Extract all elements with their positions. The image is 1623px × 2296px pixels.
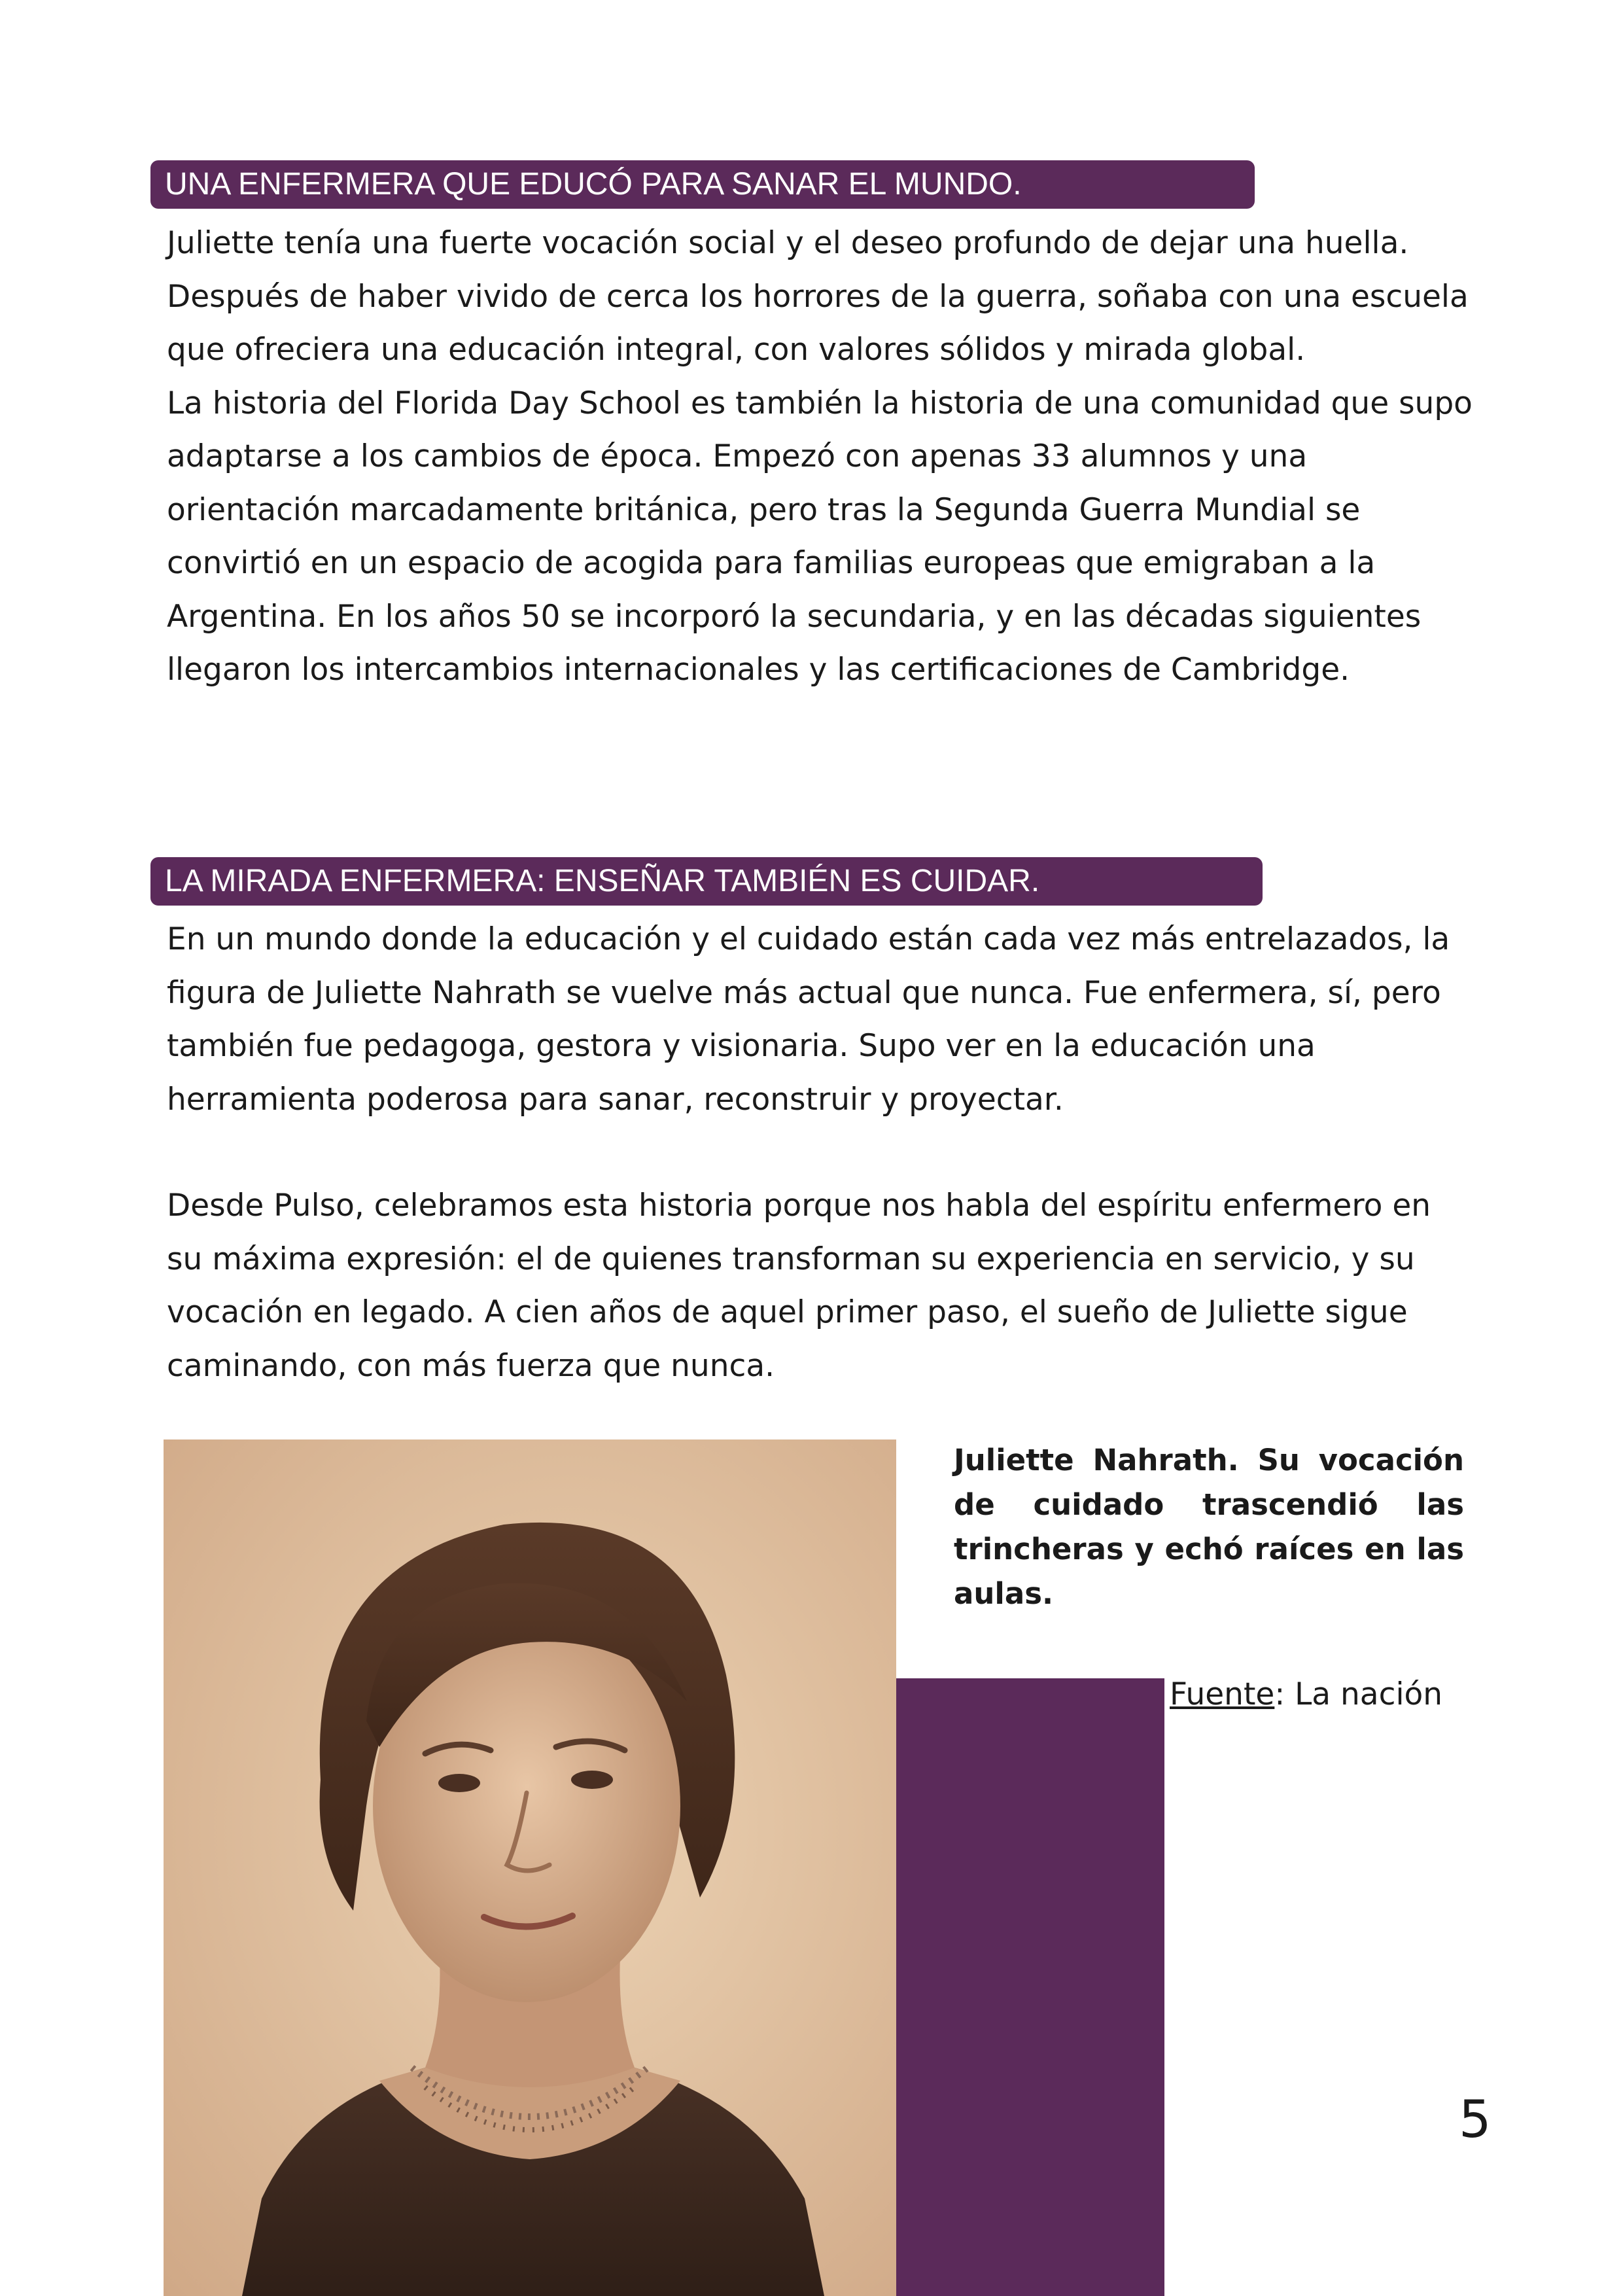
- source-label: Fuente: [1170, 1676, 1275, 1712]
- section-2-closing: [167, 1179, 1475, 1392]
- paragraph: En un mundo donde la educación y el cuidado están cada vez más entrelazados, la figura de Juliette Nahrath se vuelve más actual que nunca. Fue enfermera, sí, pero también fue pedagoga, gestora y visionaria. Supo ver en la educación una herramienta poderosa para sanar, reconstruir y proyectar.: [167, 921, 1450, 1118]
- section-1-body: [167, 217, 1475, 697]
- photo-caption: Juliette Nahrath. Su vocación de cuidado trascendió las trincheras y echó raíces en las aulas.: [954, 1443, 1464, 1611]
- portrait-photo: [164, 1439, 896, 2296]
- paragraph: La historia del Florida Day School es también la historia de una comunidad que supo adaptarse a los cambios de época. Empezó con apenas 33 alumnos y una orientación marcadamente británica, pero tras la Segunda Guerra Mundial se convirtió en un espacio de acogida para familias europeas que emigraban a la Argentina. En los años 50 se incorporó la secundaria, y en las décadas siguientes llegaron los intercambios internacionales y las certificaciones de Cambridge.: [167, 385, 1473, 688]
- section-2-body: [167, 913, 1475, 1126]
- source-value: : La nación: [1274, 1676, 1443, 1712]
- photo-source: [1170, 1675, 1442, 1714]
- paragraph: Juliette tenía una fuerte vocación social y el deseo profundo de dejar una huella. Después de haber vivido de cerca los horrores de la guerra, soñaba con una escuela que ofreciera una educación integral, con valores sólidos y mirada global.: [167, 225, 1469, 368]
- page-number: 5: [1459, 2091, 1492, 2149]
- accent-bar: [896, 1678, 1164, 2296]
- section-heading-2: LA MIRADA ENFERMERA: ENSEÑAR TAMBIÉN ES CUIDAR.: [150, 857, 1263, 906]
- section-heading-1: UNA ENFERMERA QUE EDUCÓ PARA SANAR EL MUNDO.: [150, 160, 1255, 209]
- paragraph: Desde Pulso, celebramos esta historia porque nos habla del espíritu enfermero en su máxima expresión: el de quienes transforman su experiencia en servicio, y su vocación en legado. A cien años de aquel primer paso, el sueño de Juliette sigue caminando, con más fuerza que nunca.: [167, 1188, 1431, 1384]
- portrait-illustration: [164, 1439, 896, 2296]
